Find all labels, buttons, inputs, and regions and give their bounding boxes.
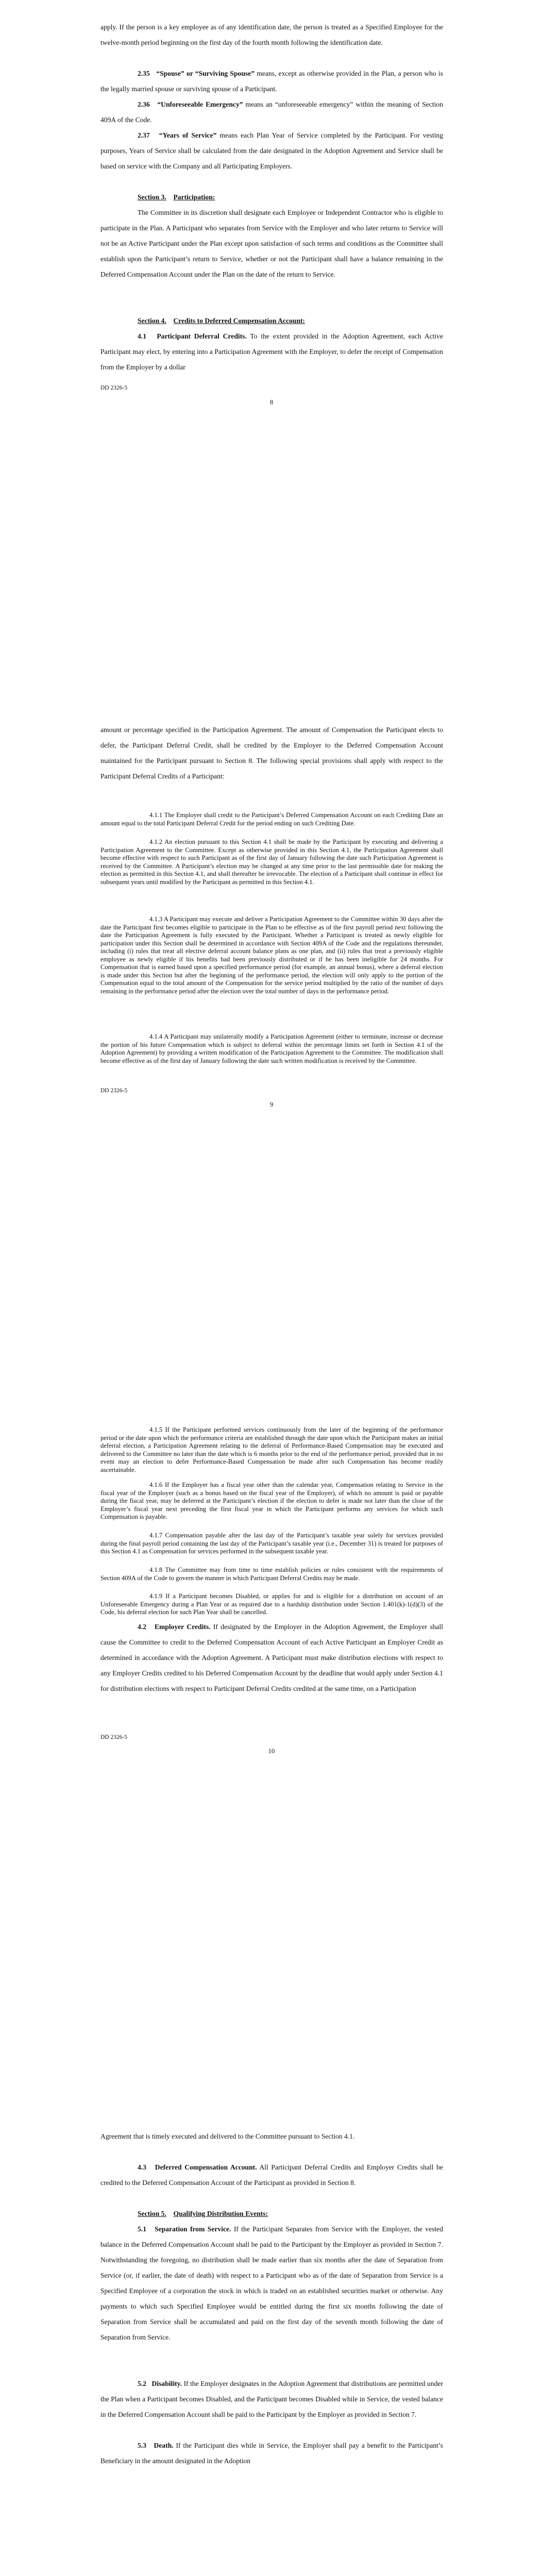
page-11	[0, 2110, 543, 2576]
page-number: 10	[268, 1748, 275, 1755]
section-5-1: 5.1 Separation from Service. If the Participant Separates from Service with the Employer, the vested balance in the Deferred Compensation Account shall be paid to the Participant by the Employer as provided in Section 7. Notwithstanding the foregoing, no distribution shall be made earlier than six months after the date of Separation from Service (or, if earlier, the date of death) with respect to a Participant who as of the date of Separation from Service is a Specified Employee of a corporation the stock in which is traded on an established securities market or otherwise. Any payments to which such Specified Employee would be entitled during the first six months following the date of Separation from Service shall be accumulated and paid on the first day of the seventh month following the date of Separation from Service.	[100, 2225, 443, 2341]
page-number: 8	[269, 399, 274, 406]
section-4-1-8: 4.1.8 The Committee may from time to time establish policies or rules consistent with the requirements of Section 409A of the Code to govern the manner in which Participant Deferral Credits may be made.	[100, 1566, 443, 1582]
section-5-2: 5.2 Disability. If the Employer designates in the Adoption Agreement that distributions are permitted under the Plan when a Participant becomes Disabled, and the Participant becomes Disabled while in Service, the vested balance in the Deferred Compensation Account shall be paid to the Participant by the Employer as provided in Section 7.	[100, 2380, 443, 2418]
section-3-text: The Committee in its discretion shall designate each Employee or Independent Contractor who is eligible to participate in the Plan. A Participant who separates from Service with the Employer and who later returns to Service will not be an Active Participant under the Plan except upon satisfaction of such terms and conditions as the Committee shall establish upon the Participant’s return to Service, whether or not the Participant shall have a balance remaining in the Deferred Compensation Account under the Plan on the date of the return to Service.	[100, 209, 443, 278]
section-5-3: 5.3 Death. If the Participant dies while in Service, the Employer shall pay a benefit to the Participant’s Beneficiary in the amount designated in the Adoption	[100, 2442, 443, 2465]
section-4-1-2: 4.1.2 An election pursuant to this Section 4.1 shall be made by the Participant by executing and delivering a Participation Agreement to the Committee. Except as otherwise provided in this Section 4.1, the Participation Agreement shall become effective with respect to such Participant as of the first day of January following the date such Participation Agreement is received by the Committee. A Participant’s election may be changed at any time prior to the last permissible date for making the election as permitted in this Section 4.1, and shall thereafter be irrevocable. The election of a Participant shall continue in effect for subsequent years until modified by the Participant as permitted in this Section 4.1.	[100, 838, 443, 886]
section-2-35: 2.35 “Spouse” or “Surviving Spouse” means, except as otherwise provided in the Plan, a person who is the legally married spouse or surviving spouse of a Participant.	[100, 70, 443, 93]
section-3-heading: Section 3. Participation:	[138, 193, 215, 201]
section-4-1-7: 4.1.7 Compensation payable after the last day of the Participant’s taxable year solely for services provided during the final payroll period containing the last day of the Participant’s taxable year (i.e., December 31) is treated for purposes of this Section 4.1 as Compensation for services performed in the subsequent taxable year.	[100, 1532, 443, 1555]
section-4-1-6: 4.1.6 If the Employer has a fiscal year other than the calendar year, Compensation relating to Service in the fiscal year of the Employer (such as a bonus based on the fiscal year of the Employer), of which no amount is paid or payable during the fiscal year, may be deferred at the Participant’s election if the election to defer is made not later than the close of the Employer’s fiscal year next preceding the first fiscal year in which the Participant performs any services for which such Compensation is payable.	[100, 1481, 443, 1520]
section-4-1-3: 4.1.3 A Participant may execute and deliver a Participation Agreement to the Committee within 30 days after the date the Participant first becomes eligible to participate in the Plan to be effective as of the first payroll period next following the date the Participation Agreement is fully executed by the Participant. Whether a Participant is treated as newly eligible for participation under this Section shall be determined in accordance with Section 409A of the Code and the regulations thereunder, including (i) rules that treat all elective deferral account balance plans as one plan, and (ii) rules that treat a previously eligible employee as newly eligible if his benefits had been previously distributed or if he has been ineligible for 24 months. For Compensation that is earned based upon a specified performance period (for example, an annual bonus), where a deferral election is made under this Section but after the beginning of the performance period, the election will only apply to the portion of the Compensation equal to the total amount of the Compensation for the service period multiplied by the ratio of the number of days remaining in the performance period after the election over the total number of days in the performance period.	[100, 916, 443, 995]
section-4-1-9: 4.1.9 If a Participant becomes Disabled, or applies for and is eligible for a distribution on account of an Unforeseeable Emergency during a Plan Year or as required due to a hardship distribution under Section 1.401(k)-1(d)(3) of the Code, his deferral election for such Plan Year shall be cancelled.	[100, 1592, 443, 1616]
paragraph: Agreement that is timely executed and delivered to the Committee pursuant to Section 4.1.	[100, 2132, 355, 2140]
page-8	[0, 0, 543, 703]
section-4-1-4: 4.1.4 A Participant may unilaterally modify a Participation Agreement (either to terminate, increase or decrease the portion of his future Compensation which is subject to deferral within the percentage limits set forth in Section 4.1 of the Adoption Agreement) by providing a written modification of the Participation Agreement to the Committee. The modification shall become effective as of the first day of January following the date such written modification is received by the Committee.	[100, 1033, 443, 1064]
section-4-1-5: 4.1.5 If the Participant performed services continuously from the later of the beginning of the performance period or the date upon which the performance criteria are established through the date upon which the Participant makes an initial deferral election, a Participation Agreement relating to the deferral of Performance-Based Compensation may be executed and delivered to the Committee no later than the date which is 6 months prior to the end of the performance period, provided that in no event may an election to defer Performance-Based Compensation be made after such Compensation has become readily ascertainable.	[100, 1426, 443, 1473]
section-2-36: 2.36 “Unforeseeable Emergency” means an “unforeseeable emergency” within the meaning of Section 409A of the Code.	[100, 100, 444, 124]
section-5-heading: Section 5. Qualifying Distribution Events:	[138, 2210, 268, 2217]
section-4-1-1: 4.1.1 The Employer shall credit to the Participant’s Deferred Compensation Account on each Crediting Date an amount equal to the total Participant Deferral Credit for the period ending on such Crediting Date.	[100, 811, 443, 827]
section-4-heading: Section 4. Credits to Deferred Compensation Account:	[138, 317, 305, 325]
section-4-2: 4.2 Employer Credits. If designated by the Employer in the Adoption Agreement, the Employer shall cause the Committee to credit to the Deferred Compensation Account of each Active Participant an Employer Credit as determined in accordance with the Adoption Agreement. A Participant must make distribution elections with respect to any Employer Credits credited to his Deferred Compensation Account by the deadline that would apply under Section 4.1 for distribution elections with respect to Participant Deferral Credits credited at the same time, on a Participation	[100, 1623, 444, 1692]
page-number: 9	[269, 1101, 274, 1108]
page-10	[0, 1406, 543, 2110]
section-4-1: 4.1 Participant Deferral Credits. To the extent provided in the Adoption Agreement, each Active Participant may elect, by entering into a Participation Agreement with the Employer, to defer the receipt of Compensation from the Employer by a dollar	[100, 332, 443, 371]
doc-code: DD 2326-5	[100, 1734, 128, 1740]
paragraph: amount or percentage specified in the Participation Agreement. The amount of Compensation the Participant elects to defer, the Participant Deferral Credit, shall be credited by the Employer to the Deferred Compensation Account maintained for the Participant pursuant to Section 8. The following special provisions shall apply with respect to the Participant Deferral Credits of a Participant:	[100, 726, 443, 780]
section-4-3: 4.3 Deferred Compensation Account. All Participant Deferral Credits and Employer Credits shall be credited to the Deferred Compensation Account of the Participant as provided in Section 8.	[100, 2163, 443, 2187]
doc-code: DD 2326-5	[100, 1088, 128, 1094]
doc-code: DD 2326-5	[100, 385, 128, 391]
paragraph: apply. If the person is a key employee as of any identification date, the person is treated as a Specified Employee for the twelve-month period beginning on the first day of the fourth month following the identification date.	[100, 23, 443, 46]
page-9	[0, 703, 543, 1406]
section-2-37: 2.37 “Years of Service” means each Plan Year of Service completed by the Participant. For vesting purposes, Years of Service shall be calculated from the date designated in the Adoption Agreement and Service shall be based on service with the Company and all Participating Employers.	[100, 131, 443, 170]
